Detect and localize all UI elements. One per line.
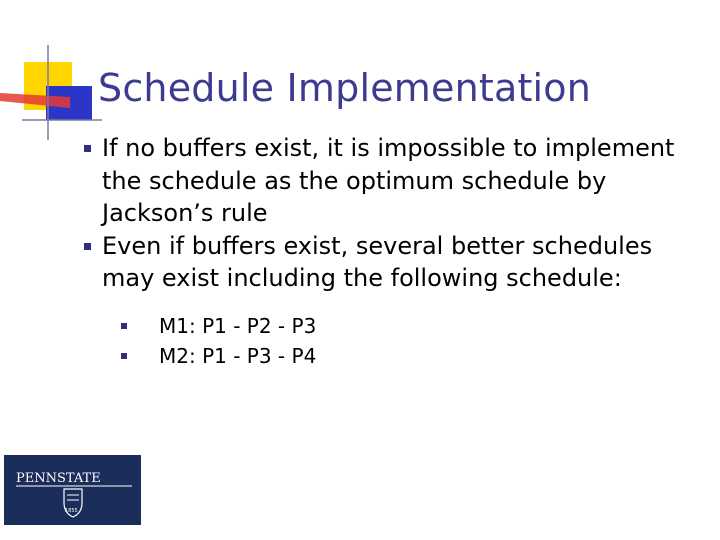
logo-year: 1855 <box>65 508 78 514</box>
bullet-item <box>64 230 704 295</box>
bullet-text: If no buffers exist, it is impossible to implement the schedule as the optimum schedule by Jackson’s rule <box>102 134 675 227</box>
sub-bullet-text: M1: P1 - P2 - P3 <box>159 314 317 338</box>
sub-bullet-list <box>118 311 678 371</box>
bullet-square-icon <box>121 323 127 329</box>
slide-title: Schedule Implementation <box>98 66 592 110</box>
sub-bullet-item <box>118 341 678 371</box>
bullet-text: Even if buffers exist, several better schedules may exist including the following schedule: <box>102 231 653 292</box>
bullet-square-icon <box>84 145 91 152</box>
bullet-square-icon <box>84 243 91 250</box>
logo-wordmark: PENNSTATE <box>16 471 101 486</box>
bullet-list <box>64 132 704 295</box>
corner-decoration <box>0 0 110 150</box>
sub-bullet-item <box>118 311 678 341</box>
bullet-square-icon <box>121 353 127 359</box>
sub-bullet-text: M2: P1 - P3 - P4 <box>159 344 317 368</box>
bullet-item <box>64 132 704 230</box>
pennstate-logo-graphic <box>4 455 141 525</box>
pennstate-logo <box>4 455 141 525</box>
